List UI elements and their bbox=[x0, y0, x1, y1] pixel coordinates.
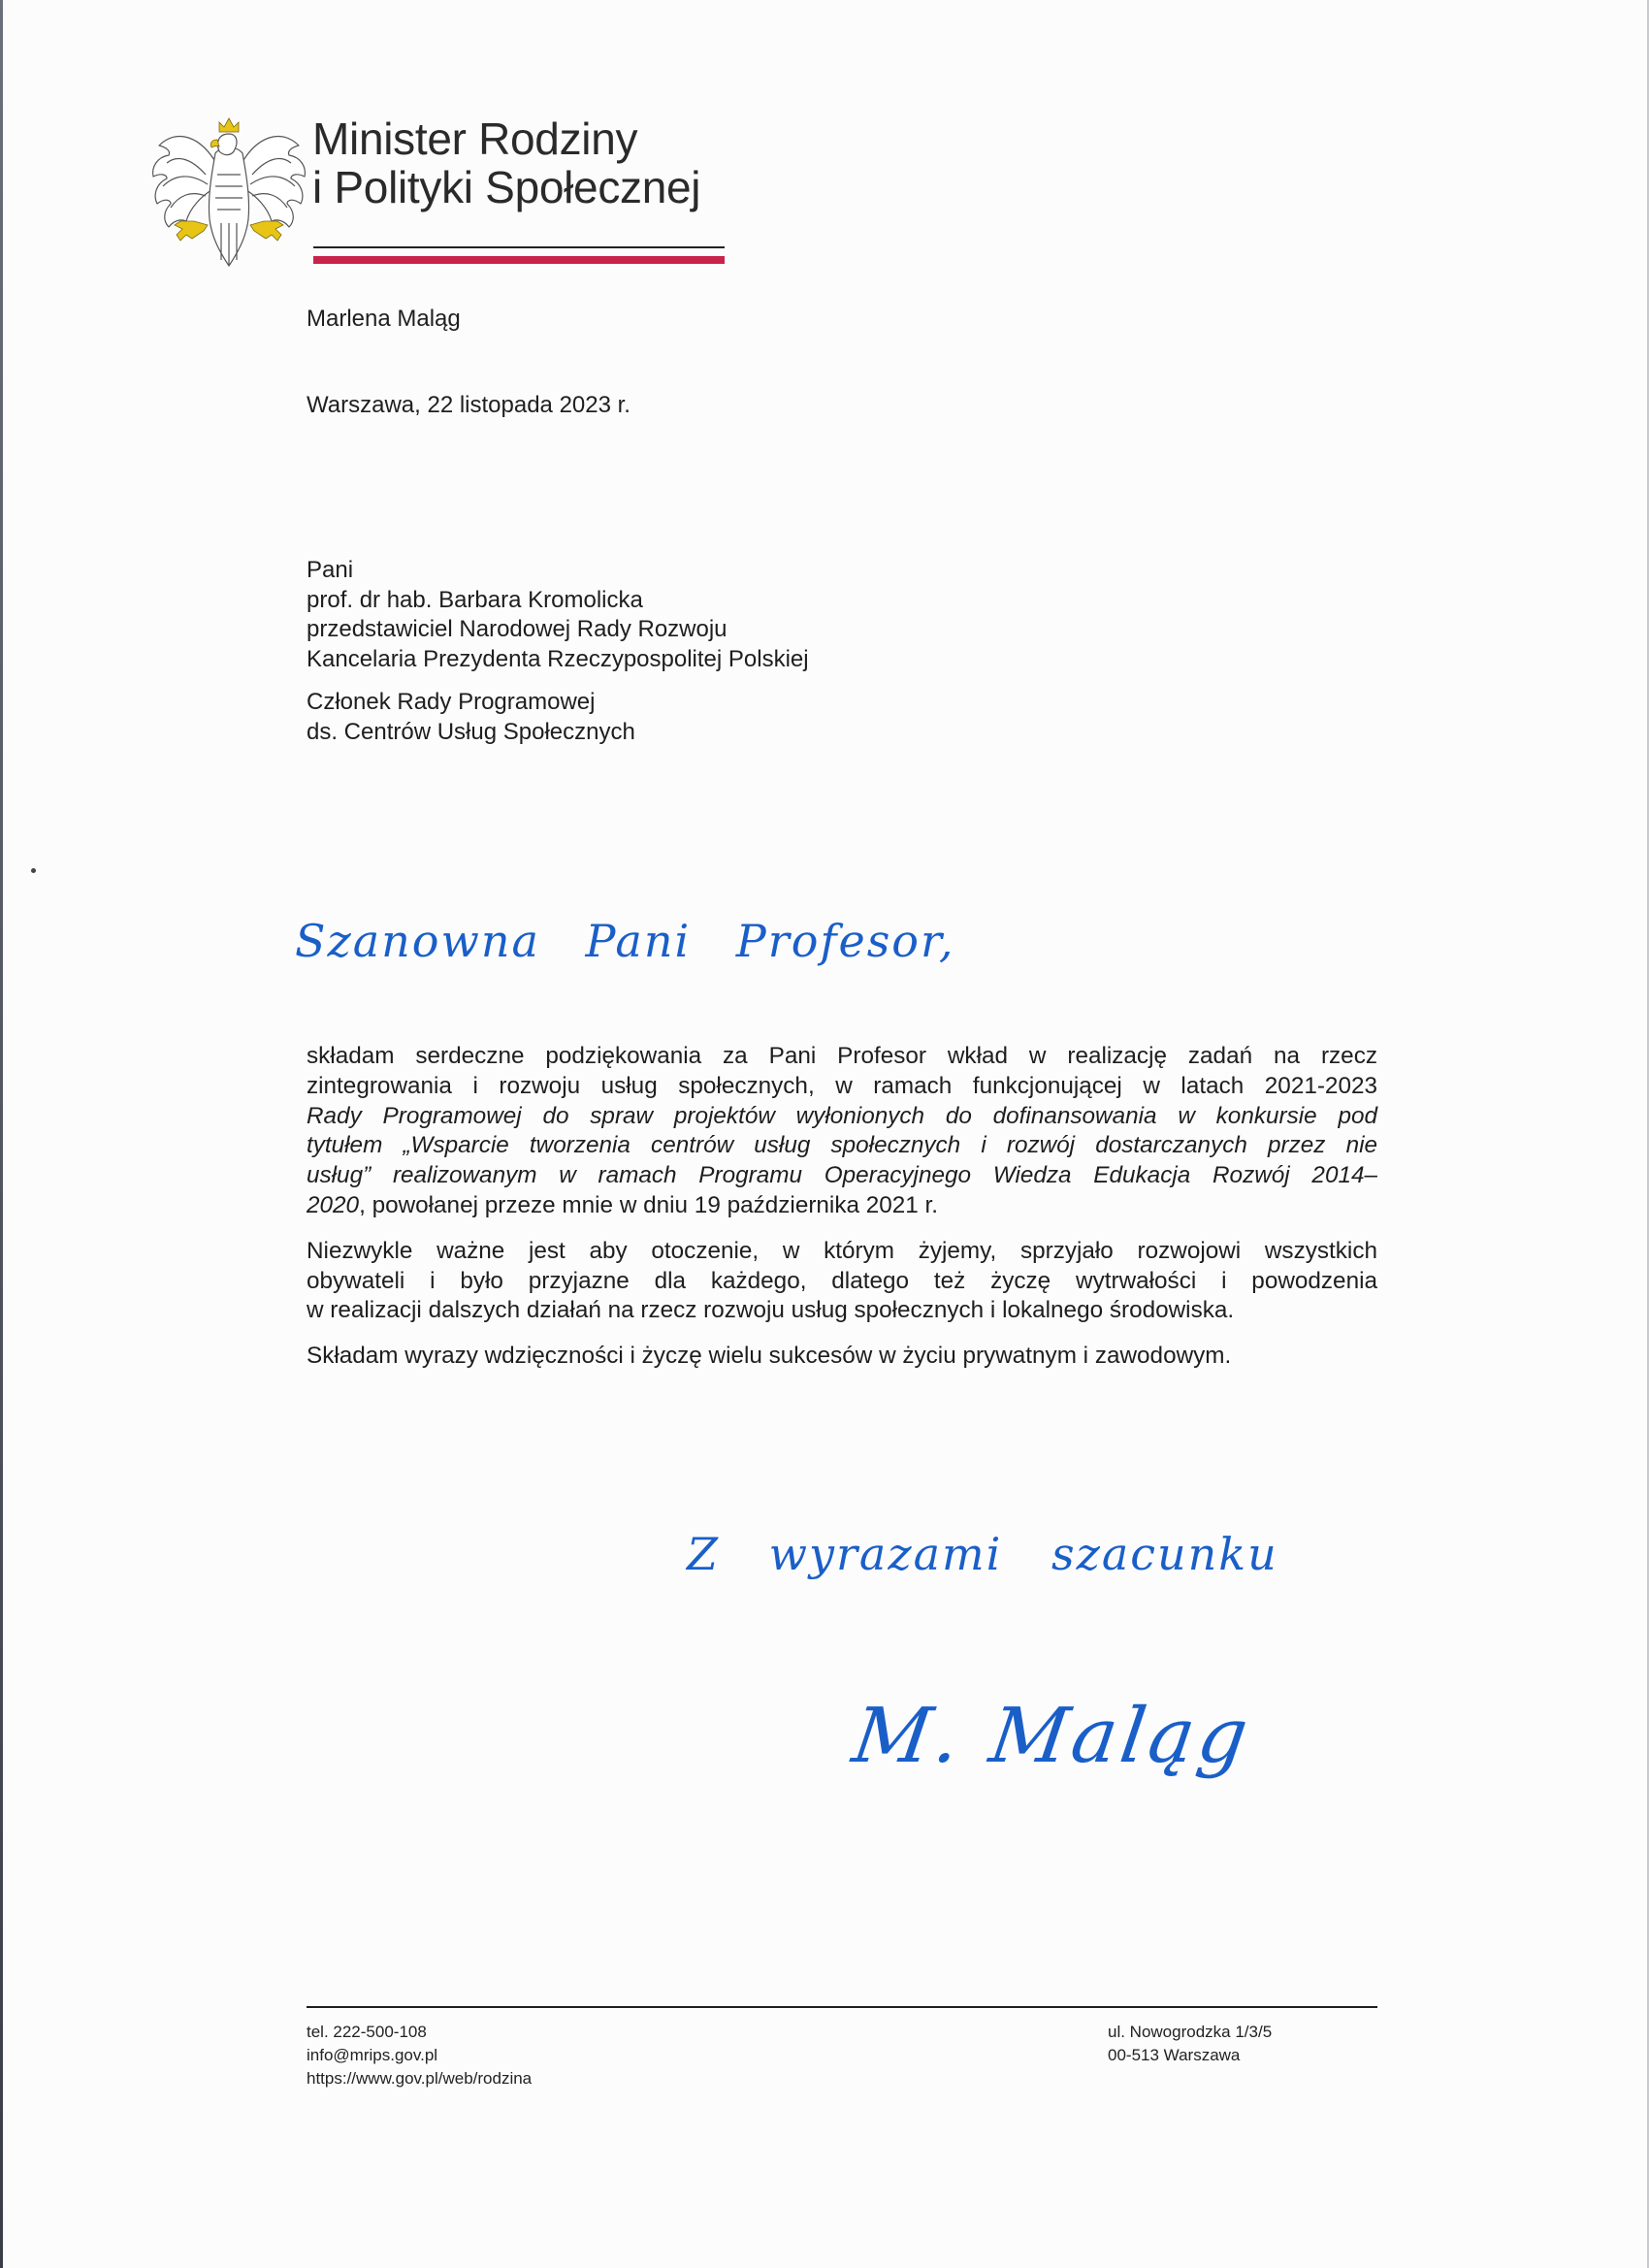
body-p1-line2: zintegrowania i rozwoju usług społecznych, w ramach funkcjonującej w latach 2021-2023 bbox=[307, 1072, 1377, 1099]
body-p3-line1: Składam wyrazy wdzięczności i życzę wielu sukcesów w życiu prywatnym i zawodowym. bbox=[307, 1343, 1232, 1370]
appointment-date-text: , powołanej przeze mnie w dniu 19 października 2021 r. bbox=[359, 1191, 939, 1218]
ministry-title-line1: Minister Rodziny bbox=[312, 113, 638, 164]
body-p1-line5 bbox=[307, 1161, 1377, 1191]
place-date: Warszawa, 22 listopada 2023 r. bbox=[307, 392, 630, 418]
footer-rule bbox=[307, 2006, 1377, 2008]
footer-phone: tel. 222-500-108 bbox=[307, 2023, 427, 2041]
ministry-title-line2: i Polityki Społecznej bbox=[312, 162, 701, 212]
letter-body bbox=[307, 1042, 1377, 1387]
recipient-role2-line1: Członek Rady Programowej bbox=[307, 689, 596, 715]
scan-edge-left bbox=[0, 0, 3, 2268]
body-p1-line3 bbox=[307, 1102, 1377, 1132]
body-paragraph-1 bbox=[307, 1042, 1377, 1221]
footer-address-line1: ul. Nowogrodzka 1/3/5 bbox=[1108, 2023, 1273, 2041]
ministry-title bbox=[312, 114, 700, 211]
footer-email: info@mrips.gov.pl bbox=[307, 2046, 438, 2064]
program-name: realizowanym w ramach Programu Operacyjnego Wiedza Edukacja Rozwój 2014– bbox=[371, 1162, 1377, 1189]
minister-name: Marlena Maląg bbox=[307, 306, 461, 332]
header-rule-black bbox=[313, 246, 725, 248]
body-p2-line2: obywateli i było przyjazne dla każdego, dlatego też życzę wytrwałości i powodzenia bbox=[307, 1267, 1377, 1294]
handwritten-closing: Z wyrazami szacunku bbox=[687, 1528, 1278, 1580]
recipient-role: przedstawiciel Narodowej Rady Rozwoju bbox=[307, 616, 728, 642]
recipient-role2-line2: ds. Centrów Usług Społecznych bbox=[307, 718, 635, 745]
recipient-name: prof. dr hab. Barbara Kromolicka bbox=[307, 586, 643, 613]
competition-title: tytułem „Wsparcie tworzenia centrów usług społecznych i rozwój dostarczanych przez nie bbox=[307, 1132, 1377, 1159]
recipient-institution: Kancelaria Prezydenta Rzeczypospolitej Polskiej bbox=[307, 645, 809, 672]
footer-website: https://www.gov.pl/web/rodzina bbox=[307, 2069, 533, 2088]
body-paragraph-3 bbox=[307, 1342, 1377, 1372]
body-p1-line4 bbox=[307, 1131, 1377, 1161]
footer-address-line2: 00-513 Warszawa bbox=[1108, 2046, 1241, 2064]
header-rule-red bbox=[313, 256, 725, 264]
footer-address bbox=[1108, 2021, 1272, 2067]
recipient-block bbox=[307, 556, 809, 747]
body-p1-line1: składam serdeczne podziękowania za Pani Profesor wkład w realizację zadań na rzecz bbox=[307, 1043, 1377, 1069]
program-year-end: 2020 bbox=[307, 1191, 360, 1218]
handwritten-signature: M. Maląg bbox=[847, 1693, 1257, 1780]
scan-speck bbox=[31, 868, 36, 873]
body-p2-line3: w realizacji dalszych działań na rzecz rozwoju usług społecznych i lokalnego środowiska. bbox=[307, 1297, 1235, 1324]
competition-title-end: usług” bbox=[307, 1162, 372, 1189]
handwritten-greeting: Szanowna Pani Profesor, bbox=[295, 915, 955, 967]
white-eagle-emblem-icon bbox=[147, 107, 310, 272]
program-council-name: Rady Programowej do spraw projektów wyłonionych do dofinansowania w konkursie pod bbox=[307, 1102, 1377, 1129]
recipient-prefix: Pani bbox=[307, 557, 354, 583]
body-p2-line1: Niezwykle ważne jest aby otoczenie, w którym żyjemy, sprzyjało rozwojowi wszystkich bbox=[307, 1237, 1377, 1264]
body-p1-line6 bbox=[307, 1191, 1377, 1221]
body-paragraph-2 bbox=[307, 1237, 1377, 1326]
footer-contact bbox=[307, 2021, 532, 2090]
